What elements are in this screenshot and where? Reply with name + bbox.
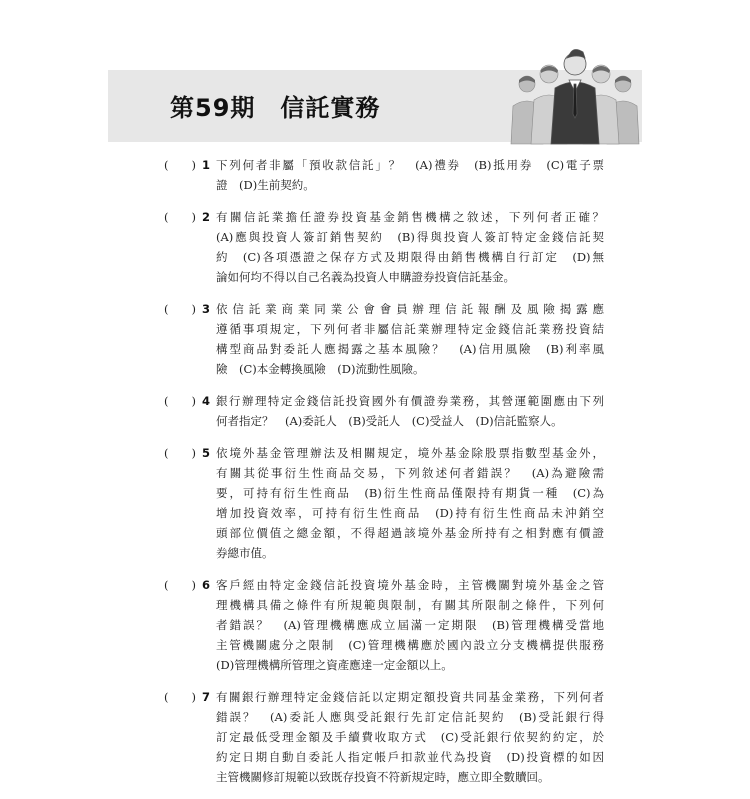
question-line: (A)應與投資人簽訂銷售契約 (B)得與投資人簽訂特定金錢信託契 [216, 230, 604, 244]
question-list [164, 155, 604, 799]
question-line: 有關其從事衍生性商品交易，下列敘述何者錯誤？ (A)為避險需 [216, 466, 604, 480]
question-line: 何者指定？ (A)委託人 (B)受託人 (C)受益人 (D)信託監察人。 [216, 414, 563, 428]
question-item [164, 443, 604, 563]
question-line: 有關銀行辦理特定金錢信託以定期定額投資共同基金業務，下列何者 [216, 690, 604, 704]
answer-blank[interactable]: ( ) [164, 446, 196, 460]
business-people-illustration [505, 44, 645, 144]
question-line: 理機構具備之條件有所規範與限制，有關其所限制之條件，下列何 [216, 598, 604, 612]
question-item [164, 299, 604, 379]
question-line: 券總市值。 [216, 546, 274, 560]
answer-blank[interactable]: ( ) [164, 394, 196, 408]
question-number: 3 [202, 302, 211, 316]
question-line: 遵循事項規定，下列何者非屬信託業辦理特定金錢信託業務投資結 [216, 322, 604, 336]
question-number: 5 [202, 446, 211, 460]
question-line: 約 (C)各項憑證之保存方式及期限得由銷售機構自行訂定 (D)無 [216, 250, 604, 264]
question-line: 訂定最低受理金額及手續費收取方式 (C)受託銀行依契約約定，於 [216, 730, 604, 744]
question-text [216, 155, 604, 195]
answer-blank[interactable]: ( ) [164, 158, 196, 172]
question-line: (D)管理機構所管理之資產應達一定金額以上。 [216, 658, 453, 672]
question-line: 約定日期自動自委託人指定帳戶扣款並代為投資 (D)投資標的如因 [216, 750, 604, 764]
question-number: 6 [202, 578, 211, 592]
question-line: 客戶經由特定金錢信託投資境外基金時，主管機關對境外基金之管 [216, 578, 604, 592]
question-line: 頭部位價值之總金額，不得超過該境外基金所持有之相對應有價證 [216, 526, 604, 540]
question-number: 1 [202, 158, 211, 172]
question-line: 主管機關處分之限制 (C)管理機構應於國內設立分支機構提供服務 [216, 638, 604, 652]
question-line: 者錯誤？ (A)管理機構應成立屆滿一定期限 (B)管理機構受當地 [216, 618, 604, 632]
question-item [164, 575, 604, 675]
question-text [216, 687, 604, 787]
question-line: 要，可持有衍生性商品 (B)衍生性商品僅限持有期貨一種 (C)為 [216, 486, 604, 500]
question-text [216, 207, 604, 287]
question-line: 銀行辦理特定金錢信託投資國外有價證券業務，其營運範圍應由下列 [216, 394, 604, 408]
question-item [164, 687, 604, 787]
question-item [164, 391, 604, 431]
question-text [216, 443, 604, 563]
answer-blank[interactable]: ( ) [164, 690, 196, 704]
question-text [216, 575, 604, 675]
answer-blank[interactable]: ( ) [164, 578, 196, 592]
question-number: 7 [202, 690, 211, 704]
question-line: 下列何者非屬「預收款信託」？ (A)禮券 (B)抵用券 (C)電子票 [216, 158, 604, 172]
question-line: 依信託業商業同業公會會員辦理信託報酬及風險揭露應 [216, 302, 604, 316]
question-line: 證 (D)生前契約。 [216, 178, 315, 192]
question-number: 4 [202, 394, 211, 408]
answer-blank[interactable]: ( ) [164, 210, 196, 224]
question-number: 2 [202, 210, 211, 224]
question-line: 論如何均不得以自己名義為投資人申購證券投資信託基金。 [216, 270, 515, 284]
answer-blank[interactable]: ( ) [164, 302, 196, 316]
page-title: 第59期 信託實務 [170, 94, 381, 122]
question-line: 有關信託業擔任證券投資基金銷售機構之敘述，下列何者正確？ [216, 210, 604, 224]
question-text [216, 391, 604, 431]
question-line: 依境外基金管理辦法及相關規定，境外基金除股票指數型基金外， [216, 446, 604, 460]
question-item [164, 155, 604, 195]
question-line: 構型商品對委託人應揭露之基本風險？ (A)信用風險 (B)利率風 [216, 342, 604, 356]
question-line: 險 (C)本金轉換風險 (D)流動性風險。 [216, 362, 425, 376]
question-line: 主管機關修訂規範以致既存投資不符新規定時，應立即全數贖回。 [216, 770, 550, 784]
question-line: 錯誤？ (A)委託人應與受託銀行先訂定信託契約 (B)受託銀行得 [216, 710, 604, 724]
question-item [164, 207, 604, 287]
question-text [216, 299, 604, 379]
question-line: 增加投資效率，可持有衍生性商品 (D)持有衍生性商品未沖銷空 [216, 506, 604, 520]
